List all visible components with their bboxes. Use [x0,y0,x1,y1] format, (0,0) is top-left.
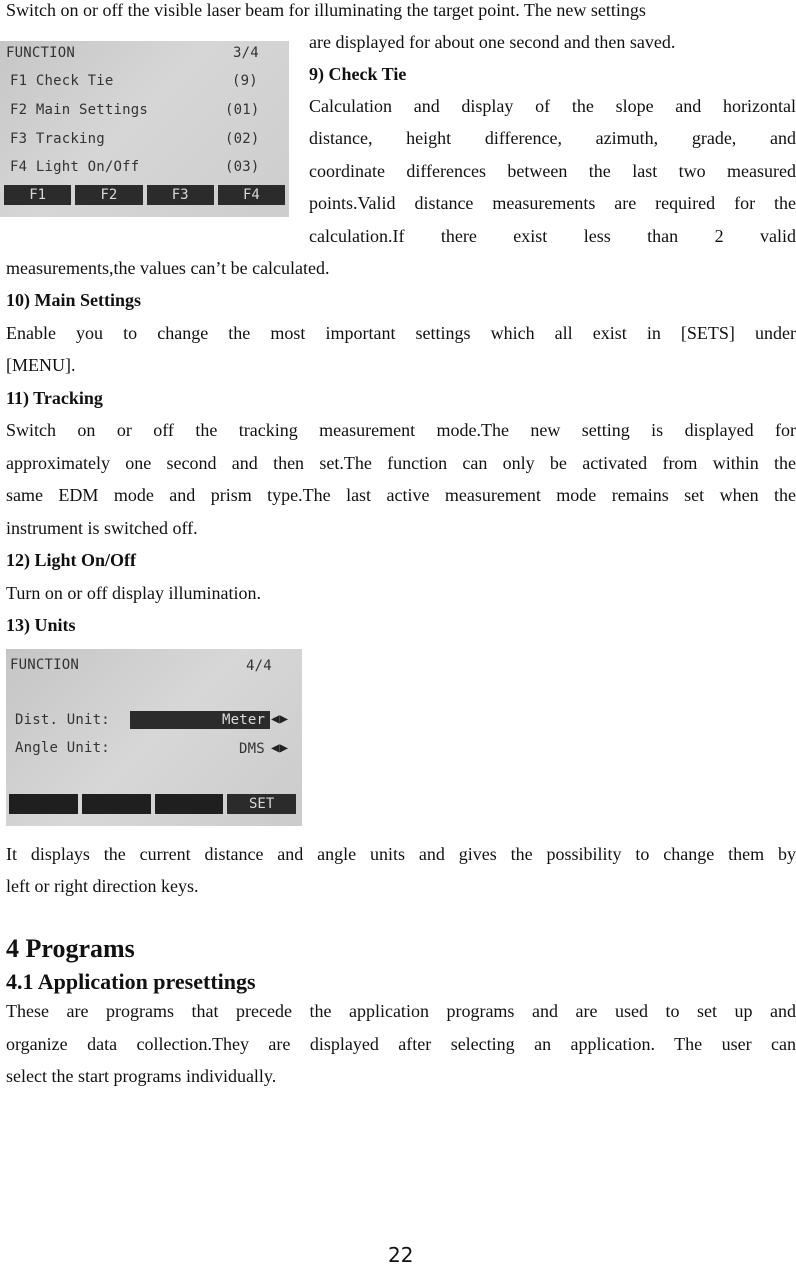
application-presettings-heading: 4.1 Application presettings [6,969,256,994]
units-line: It displays the current distance and angle units and gives the possibility to change them by [6,844,796,864]
f2-key[interactable]: F2 [75,185,142,205]
empty-key-3[interactable] [155,794,224,814]
lcd1-row-label: F4 Light On/Off [10,159,140,175]
lcd1-row-value: (03) [225,159,260,175]
main-settings-line: [MENU]. [6,355,76,375]
function-screen-3-of-4 [0,41,289,217]
programs-line: organize data collection.They are displayed after selecting an application. The user can [6,1034,796,1054]
light-line: Turn on or off display illumination. [6,583,262,603]
lcd1-row-value: (01) [225,102,260,118]
f4-key[interactable]: F4 [218,185,285,205]
angle-unit-arrows-icon[interactable]: ◀▶ [271,740,289,756]
programs-heading: 4 Programs [6,934,135,963]
tracking-line: instrument is switched off. [6,518,198,538]
angle-unit-label: Angle Unit: [15,740,110,756]
tracking-line: Switch on or off the tracking measurement mode.The new setting is displayed for [6,420,796,440]
empty-key-2[interactable] [82,794,151,814]
f1-key[interactable]: F1 [4,185,71,205]
function-screen-4-of-4 [6,649,302,826]
units-heading: 13) Units [6,615,76,635]
empty-key-1[interactable] [9,794,78,814]
programs-line: select the start programs individually. [6,1066,277,1086]
lcd2-page: 4/4 [246,658,272,674]
tracking-heading: 11) Tracking [6,388,103,408]
lcd2-title: FUNCTION [10,657,80,673]
units-line: left or right direction keys. [6,876,199,896]
lcd1-title: FUNCTION [6,45,76,61]
check-tie-line: coordinate differences between the last two measured [309,161,796,181]
lcd1-page: 3/4 [233,45,259,61]
lcd1-row-label: F3 Tracking [10,131,105,147]
check-tie-heading: 9) Check Tie [309,64,407,84]
main-settings-line: Enable you to change the most important settings which all exist in [SETS] under [6,323,796,343]
dist-unit-arrows-icon[interactable]: ◀▶ [271,711,289,727]
dist-unit-label: Dist. Unit: [15,712,110,728]
tracking-line: same EDM mode and prism type.The last active measurement mode remains set when the [6,485,796,505]
lcd1-row-value: (9) [232,73,258,89]
dist-unit-value: Meter [222,712,266,728]
check-tie-line: calculation.If there exist less than 2 valid [309,226,796,246]
lcd1-row-label: F2 Main Settings [10,102,149,118]
light-heading: 12) Light On/Off [6,550,137,570]
tracking-line: approximately one second and then set.The function can only be activated from within the [6,453,796,473]
intro-line-1: Switch on or off the visible laser beam for illuminating the target point. The new settings [6,0,646,20]
intro-line-2: are displayed for about one second and then saved. [309,32,676,52]
programs-line: These are programs that precede the application programs and are used to set up and [6,1001,796,1021]
check-tie-line: distance, height difference, azimuth, grade, and [309,128,796,148]
check-tie-line: points.Valid distance measurements are required for the [309,193,796,213]
set-key[interactable]: SET [227,794,296,814]
lcd1-row-value: (02) [225,131,260,147]
check-tie-line: Calculation and display of the slope and horizontal [309,96,796,116]
main-settings-heading: 10) Main Settings [6,290,141,310]
f3-key[interactable]: F3 [147,185,214,205]
angle-unit-value: DMS [239,741,265,757]
lcd1-row-label: F1 Check Tie [10,73,114,89]
check-tie-last-line: measurements,the values can’t be calculated. [6,258,330,278]
page-number: 22 [388,1243,414,1267]
